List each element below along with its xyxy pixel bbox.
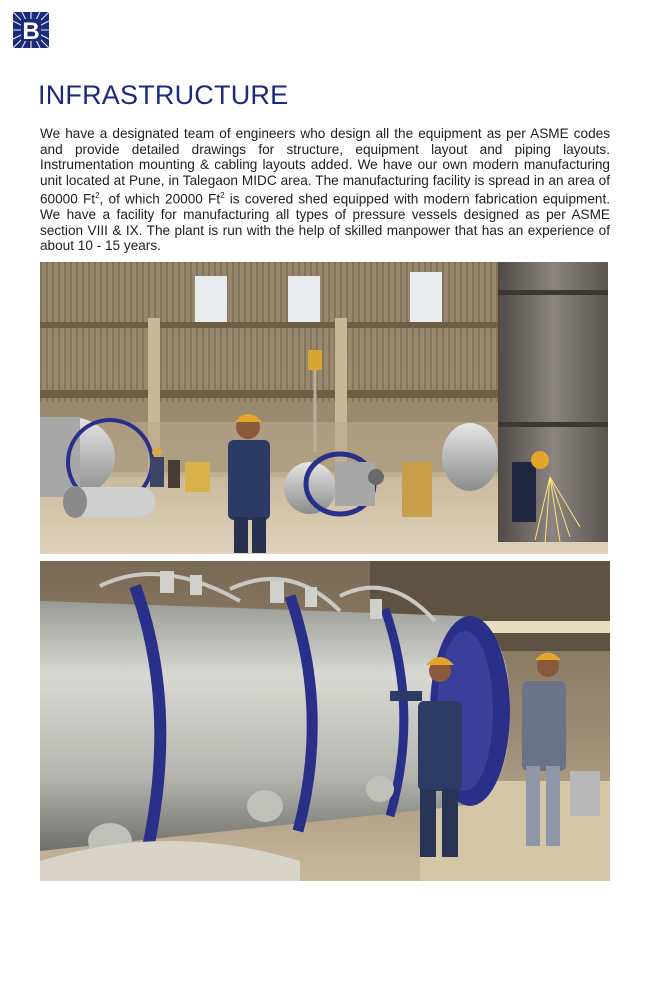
brand-logo (13, 12, 49, 48)
intro-paragraph (40, 126, 610, 254)
paragraph-part-1: We have a designated team of engineers who design all the equipment as per ASME codes and provide detailed drawings for structure, equipment layout and piping layouts. Instrumentation mounting & cabling layouts added. We have our own modern manufacturing unit located at Pune, in Talegaon MIDC area. The manufacturing facility is spread in an area of 60000 Ft (40, 126, 610, 207)
paragraph-part-3: is covered shed equipped with modern fabrication equipment. We have a facility for manufacturing all types of pressure vessels designed as per ASME section VIII & IX. The plant is run with the help of skilled manpower that has an experience of about 10 - 15 years. (40, 191, 611, 254)
sunburst-b-logo-icon (13, 12, 49, 48)
paragraph-part-2: , of which 20000 Ft (99, 191, 221, 207)
logo-letter: B (22, 18, 40, 45)
superscript-squared-1: 2 (95, 191, 100, 200)
page-title: INFRASTRUCTURE (38, 80, 289, 110)
workshop-fabrication-photo (40, 262, 608, 554)
superscript-squared-2: 2 (220, 191, 225, 200)
pressure-vessel-inspection-photo (40, 561, 610, 881)
